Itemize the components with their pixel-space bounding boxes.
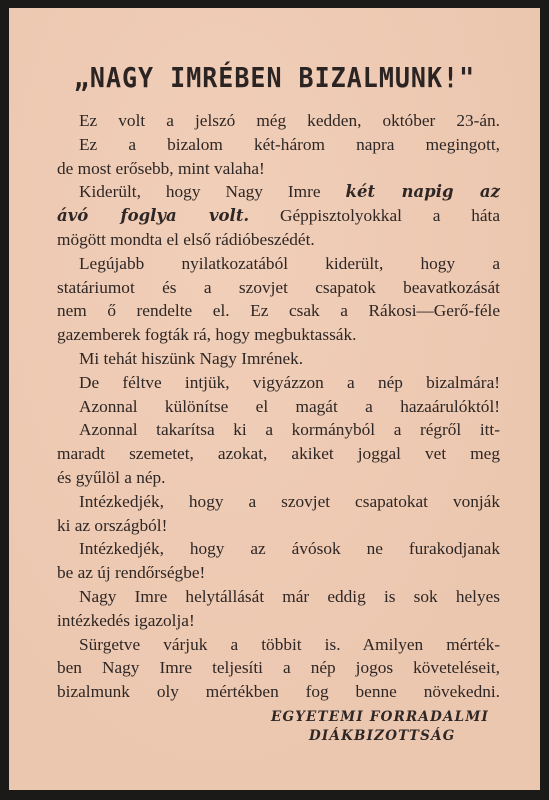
text-line: ben Nagy Imre teljesíti a nép jogos követeléseit, [57, 658, 500, 678]
text-line: mögött mondta el első rádióbeszédét. [57, 229, 315, 249]
text-line: Legújabb nyilatkozatából kiderült, hogy a [79, 253, 500, 273]
signature-line: EGYETEMI FORRADALMI [271, 709, 490, 725]
text-line: bizalmunk oly mértékben fog benne növekedni. [57, 682, 500, 702]
text-line: Ez volt a jelszó még kedden, október 23-án. [79, 111, 500, 130]
leaflet-title: „NAGY IMRÉBEN BIZALMUNK!" [73, 61, 476, 94]
text-line: Ez a bizalom két-három napra megingott, [79, 134, 500, 154]
emphasis-text: két napig az [345, 182, 500, 202]
text-line: ki az országból! [57, 515, 168, 535]
text-line: gazemberek fogták rá, hogy megbuktassák. [57, 325, 357, 345]
text-line: Sürgetve várjuk a többit is. Amilyen mérték- [79, 634, 500, 654]
text-line: Intézkedjék, hogy a szovjet csapatokat vonják [79, 491, 500, 511]
text-line: De féltve intjük, vigyázzon a nép bizalmára! [79, 372, 500, 392]
text-line: Intézkedjék, hogy az ávósok ne furakodjanak [79, 539, 500, 559]
text-line: Azonnal takarítsa ki a kormányból a régről itt- [79, 420, 500, 440]
text-line: Mi tehát hiszünk Nagy Imrének. [79, 348, 304, 368]
text-line: Azonnal különítse el magát a hazaárulóktól! [79, 396, 500, 416]
text-line: de most erősebb, mint valaha! [57, 158, 265, 178]
leaflet-sheet [9, 8, 540, 790]
signature-block [261, 708, 501, 746]
text-line: Kiderült, hogy Nagy Imre két napig az [79, 182, 500, 202]
emphasis-text: ávó foglya volt. [57, 206, 250, 226]
text-line: be az új rendőrségbe! [57, 563, 206, 583]
text-line: és gyűlöl a nép. [57, 467, 166, 487]
text-line: statáriumot és a szovjet csapatok beavatkozását [57, 277, 500, 297]
signature-line: DIÁKBIZOTTSÁG [309, 728, 456, 744]
text-line: maradt szemetet, azokat, akiket joggal vet meg [57, 444, 500, 464]
leaflet-body [57, 109, 500, 704]
text-line: ávó foglya volt. Géppisztolyokkal a háta [57, 206, 500, 226]
text-line: nem ő rendelte el. Ez csak a Rákosi—Gerő-féle [57, 301, 500, 321]
text-line: Nagy Imre helytállását már eddig is sok helyes [79, 586, 500, 606]
text-line: intézkedés igazolja! [57, 610, 195, 630]
